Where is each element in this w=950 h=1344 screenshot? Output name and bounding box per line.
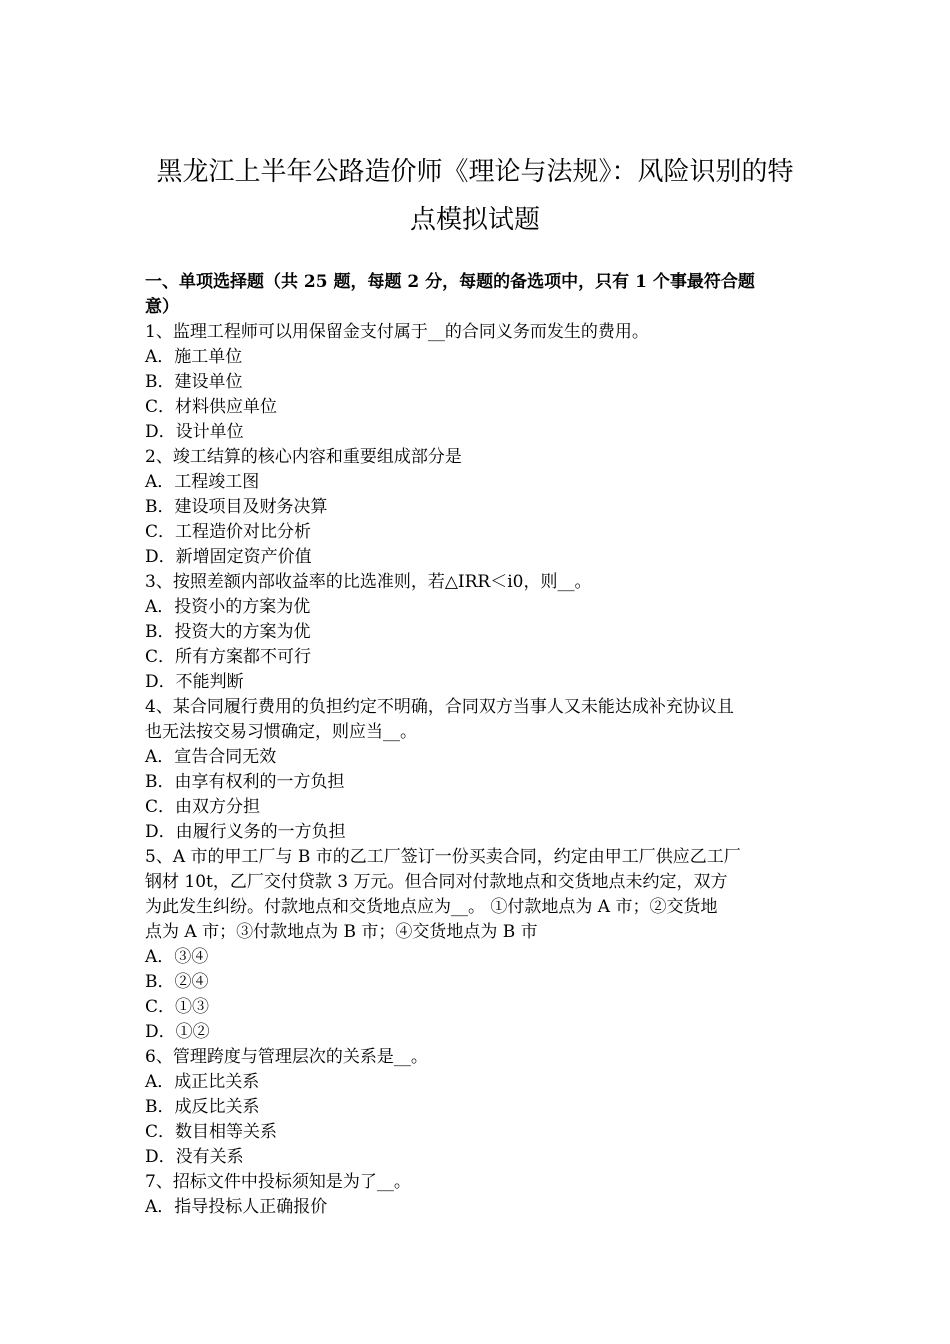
question-6	[145, 1045, 810, 1170]
option-d: D．没有关系	[145, 1147, 244, 1167]
option-c: C．材料供应单位	[145, 397, 278, 417]
option-a: A．工程竣工图	[145, 472, 260, 492]
question-5	[145, 845, 810, 1045]
option-c: C．①③	[145, 997, 210, 1017]
option-d: D．设计单位	[145, 422, 244, 442]
option-a: A．③④	[145, 947, 209, 967]
section-heading-line: 意）	[145, 297, 179, 317]
option-d: D．不能判断	[145, 672, 244, 692]
question-text: 也无法按交易习惯确定，则应当__。	[145, 722, 417, 742]
option-b: B．投资大的方案为优	[145, 622, 311, 642]
option-a: A．成正比关系	[145, 1072, 260, 1092]
question-4	[145, 695, 810, 845]
option-d: D．①②	[145, 1022, 210, 1042]
option-b: B．由享有权利的一方负担	[145, 772, 345, 792]
option-b: B．成反比关系	[145, 1097, 260, 1117]
option-c: C．数目相等关系	[145, 1122, 278, 1142]
option-b: B．建设单位	[145, 372, 243, 392]
question-text: 点为 A 市；③付款地点为 B 市；④交货地点为 B 市	[145, 922, 538, 942]
title-line-2: 点模拟试题	[409, 205, 540, 235]
question-7	[145, 1170, 810, 1220]
option-a: A．施工单位	[145, 347, 243, 367]
question-text: 3、按照差额内部收益率的比选准则，若△IRR＜i0，则__。	[145, 572, 592, 592]
title-line-1: 黑龙江上半年公路造价师《理论与法规》：风险识别的特	[156, 157, 794, 187]
section-heading	[145, 270, 810, 320]
question-text: 1、监理工程师可以用保留金支付属于__的合同义务而发生的费用。	[145, 322, 649, 342]
option-a: A．指导投标人正确报价	[145, 1197, 328, 1217]
question-text: 2、竣工结算的核心内容和重要组成部分是	[145, 447, 462, 467]
option-b: B．②④	[145, 972, 209, 992]
question-text: 6、管理跨度与管理层次的关系是__。	[145, 1047, 428, 1067]
option-c: C．由双方分担	[145, 797, 261, 817]
question-text: 4、某合同履行费用的负担约定不明确，合同双方当事人又未能达成补充协议且	[145, 697, 734, 717]
question-text: 为此发生纠纷。付款地点和交货地点应为__。 ①付款地点为 A 市；②交货地	[145, 897, 718, 917]
option-c: C．所有方案都不可行	[145, 647, 312, 667]
option-a: A．宣告合同无效	[145, 747, 277, 767]
option-d: D．新增固定资产价值	[145, 547, 312, 567]
question-2	[145, 445, 810, 570]
question-3	[145, 570, 810, 695]
question-text: 5、A 市的甲工厂与 B 市的乙工厂签订一份买卖合同，约定由甲工厂供应乙工厂	[145, 847, 741, 867]
question-1	[145, 320, 810, 445]
document-body	[145, 270, 810, 1220]
question-text: 钢材 10t，乙厂交付贷款 3 万元。但合同对付款地点和交货地点未约定，双方	[145, 872, 728, 892]
option-b: B．建设项目及财务决算	[145, 497, 328, 517]
document-title	[130, 148, 820, 244]
question-text: 7、招标文件中投标须知是为了__。	[145, 1172, 411, 1192]
section-heading-line: 一、单项选择题（共 25 题，每题 2 分，每题的备选项中，只有 1 个事最符合题	[145, 272, 755, 292]
option-c: C．工程造价对比分析	[145, 522, 312, 542]
option-d: D．由履行义务的一方负担	[145, 822, 346, 842]
option-a: A．投资小的方案为优	[145, 597, 311, 617]
